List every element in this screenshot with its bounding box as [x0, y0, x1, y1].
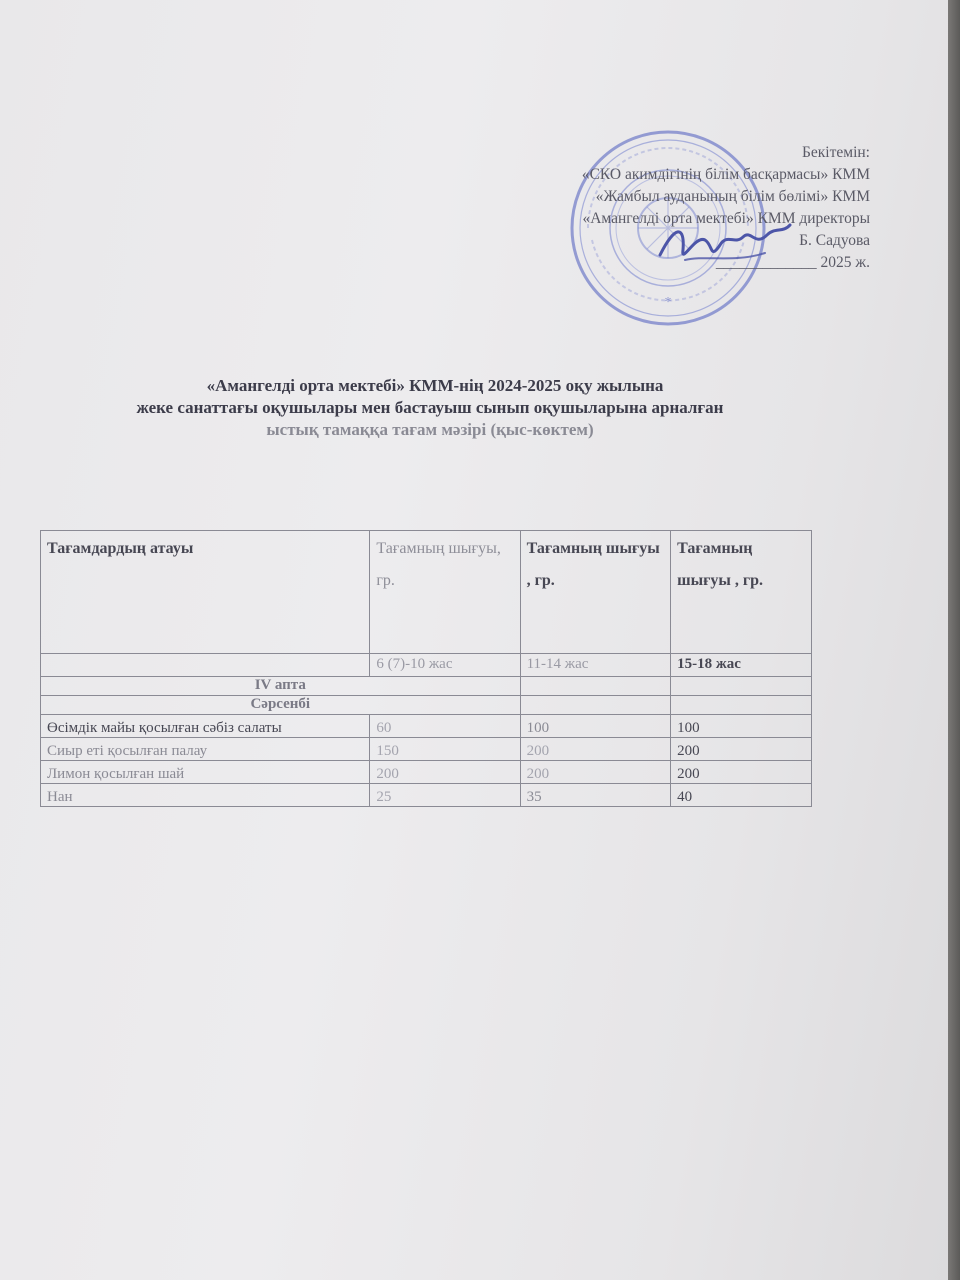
dish-output-6-10: 150 — [370, 738, 520, 761]
title-line-3: ыстық тамаққа тағам мәзірі (қыс-көктем) — [266, 420, 594, 439]
day-label: Сәрсенбі — [41, 696, 521, 715]
dish-output-6-10: 25 — [370, 784, 520, 807]
day-empty-cell — [671, 696, 812, 715]
dish-output-15-18: 40 — [671, 784, 812, 807]
age-empty-cell — [41, 654, 370, 677]
table-row — [41, 784, 812, 807]
approval-line-district-department: «Жамбыл ауданының білім бөлімі» КММ — [595, 188, 870, 205]
dish-name: Нан — [41, 784, 370, 807]
menu-table — [40, 530, 812, 807]
age-group-6-10: 6 (7)-10 жас — [370, 654, 520, 677]
header-output-11-14: Тағамның шығуы , гр. — [520, 531, 671, 654]
age-group-11-14: 11-14 жас — [520, 654, 671, 677]
header-output-15-18: Тағамның шығуы , гр. — [671, 531, 812, 654]
table-row — [41, 738, 812, 761]
dish-name: Өсімдік майы қосылған сәбіз салаты — [41, 715, 370, 738]
title-line-1: «Амангелді орта мектебі» КММ-нің 2024-2025 оқу жылына — [206, 376, 664, 395]
dish-output-15-18: 200 — [671, 761, 812, 784]
approval-block — [450, 142, 870, 274]
week-empty-cell — [520, 677, 671, 696]
dish-output-11-14: 200 — [520, 738, 671, 761]
table-row — [41, 715, 812, 738]
approval-date: _____________ 2025 ж. — [715, 254, 870, 271]
title-line-2: жеке санаттағы оқушылары мен бастауыш сынып оқушыларына арналған — [136, 398, 724, 417]
dish-output-11-14: 35 — [520, 784, 671, 807]
table-header-row — [41, 531, 812, 654]
header-output-6-10: Тағамның шығуы, гр. — [370, 531, 520, 654]
approval-line-education-department: «СКО акимдігінің білім басқармасы» КММ — [581, 166, 870, 183]
dish-name: Сиыр еті қосылған палау — [41, 738, 370, 761]
dish-output-15-18: 100 — [671, 715, 812, 738]
approval-line-director: «Амангелді орта мектебі» КММ директоры — [582, 210, 870, 227]
approval-heading: Бекітемін: — [802, 144, 870, 161]
dish-output-6-10: 60 — [370, 715, 520, 738]
approval-director-name: Б. Садуова — [799, 232, 870, 249]
table-row — [41, 761, 812, 784]
dish-name: Лимон қосылған шай — [41, 761, 370, 784]
dish-output-15-18: 200 — [671, 738, 812, 761]
week-label: IV апта — [41, 677, 521, 696]
dish-output-11-14: 100 — [520, 715, 671, 738]
week-empty-cell — [671, 677, 812, 696]
dish-output-6-10: 200 — [370, 761, 520, 784]
dish-output-11-14: 200 — [520, 761, 671, 784]
week-row — [41, 677, 812, 696]
day-empty-cell — [520, 696, 671, 715]
page-edge-shadow — [948, 0, 960, 1280]
svg-text:*: * — [664, 295, 672, 310]
day-row — [41, 696, 812, 715]
document-title — [0, 375, 860, 441]
age-groups-row — [41, 654, 812, 677]
header-dish-name: Тағамдардың атауы — [41, 531, 370, 654]
age-group-15-18: 15-18 жас — [671, 654, 812, 677]
